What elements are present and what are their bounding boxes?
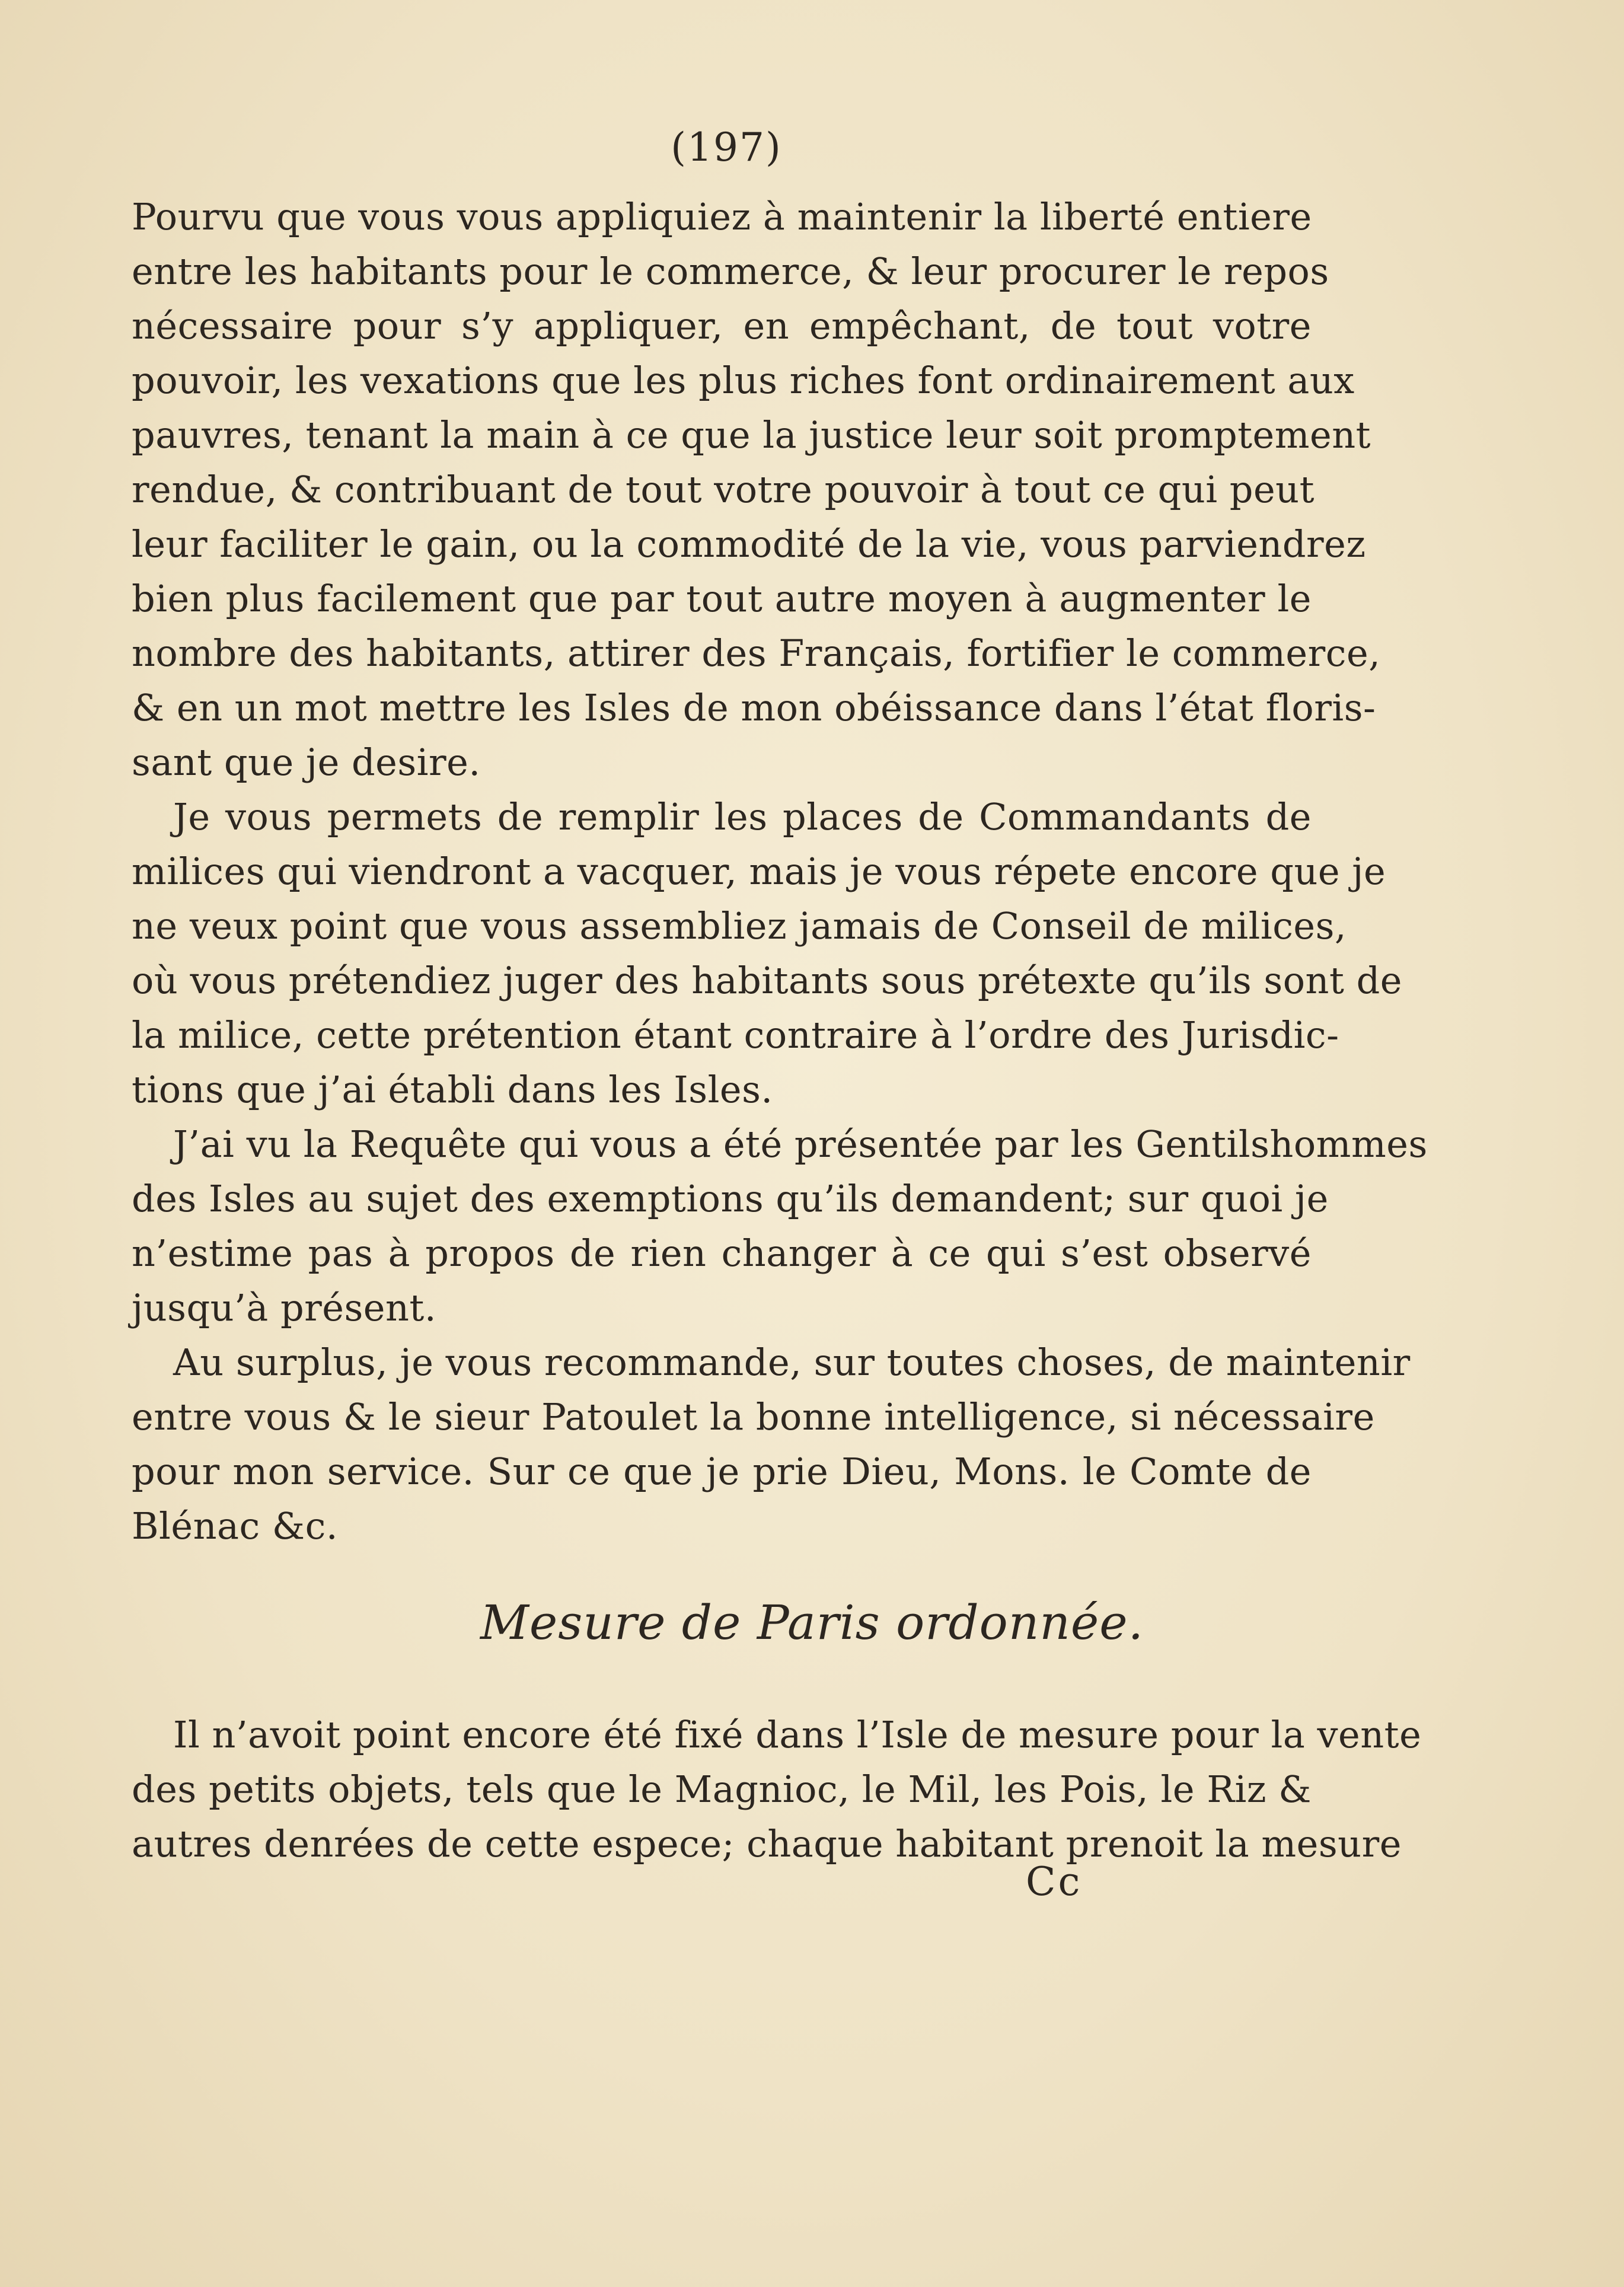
page-number: (197) (671, 125, 782, 170)
text-line: n’estime pas à propos de rien changer à ce qui s’est observé (132, 1232, 1312, 1275)
text-line: Pourvu que vous vous appliquiez à maintenir la liberté entiere (132, 195, 1312, 238)
text-line: Blénac &c. (132, 1504, 339, 1548)
section-heading: Mesure de Paris ordonnée. (480, 1595, 1144, 1650)
text-line: tions que j’ai établi dans les Isles. (132, 1068, 773, 1111)
text-line: des petits objets, tels que le Magnioc, le Mil, les Pois, le Riz & (132, 1768, 1312, 1811)
text-line: milices qui viendront a vacquer, mais je vous répete encore que je (132, 850, 1386, 893)
text-line: leur faciliter le gain, ou la commodité de la vie, vous parviendrez (132, 522, 1366, 566)
text-line: la milice, cette prétention étant contraire à l’ordre des Jurisdic- (132, 1013, 1339, 1057)
text-line: Il n’avoit point encore été fixé dans l’Isle de mesure pour la vente (173, 1713, 1422, 1756)
text-line: entre les habitants pour le commerce, & leur procurer le repos (132, 250, 1329, 293)
text-line: où vous prétendiez juger des habitants sous prétexte qu’ils sont de (132, 959, 1402, 1002)
text-line: J’ai vu la Requête qui vous a été présentée par les Gentilshommes (173, 1122, 1428, 1166)
text-line: & en un mot mettre les Isles de mon obéissance dans l’état floris- (132, 686, 1376, 729)
text-line: bien plus facilement que par tout autre moyen à augmenter le (132, 577, 1312, 620)
text-line: sant que je desire. (132, 741, 481, 784)
text-line: nombre des habitants, attirer des Français, fortifier le commerce, (132, 631, 1381, 675)
signature-mark: Cc (1026, 1859, 1083, 1905)
text-line: pour mon service. Sur ce que je prie Dieu, Mons. le Comte de (132, 1450, 1312, 1493)
text-line: jusqu’à présent. (132, 1286, 437, 1329)
text-line: entre vous & le sieur Patoulet la bonne intelligence, si nécessaire (132, 1395, 1375, 1438)
text-line: rendue, & contribuant de tout votre pouvoir à tout ce qui peut (132, 468, 1315, 511)
text-line: ne veux point que vous assembliez jamais de Conseil de milices, (132, 904, 1347, 948)
text-line: des Isles au sujet des exemptions qu’ils demandent; sur quoi je (132, 1177, 1329, 1220)
text-line: pouvoir, les vexations que les plus riches font ordinairement aux (132, 359, 1355, 402)
text-line: nécessaire pour s’y appliquer, en empêchant, de tout votre (132, 304, 1312, 347)
text-line: pauvres, tenant la main à ce que la justice leur soit promptement (132, 413, 1371, 457)
text-line: Je vous permets de remplir les places de Commandants de (173, 795, 1312, 838)
text-line: autres denrées de cette espece; chaque habitant prenoit la mesure (132, 1822, 1402, 1865)
text-line: Au surplus, je vous recommande, sur toutes choses, de maintenir (173, 1341, 1411, 1384)
